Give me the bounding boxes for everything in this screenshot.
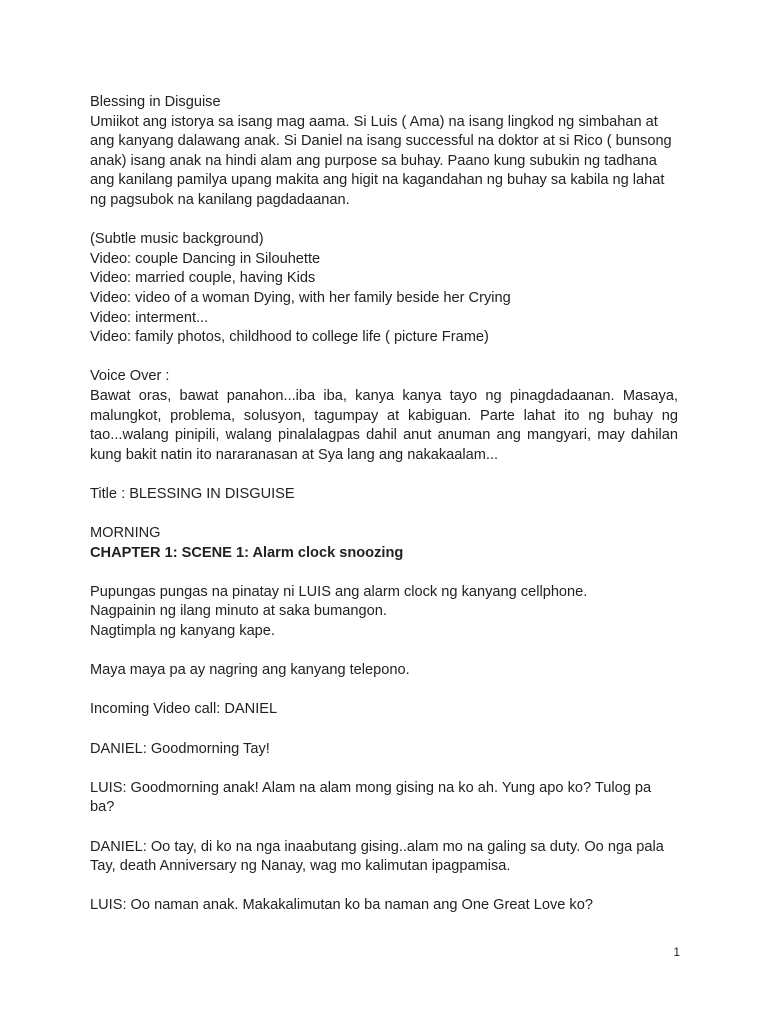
intro-line: (Subtle music background) xyxy=(90,231,264,248)
document-title: Blessing in Disguise xyxy=(90,94,221,110)
phone-ring-line: Maya maya pa ay nagring ang kanyang telepono. xyxy=(90,662,410,679)
intro-line: Video: video of a woman Dying, with her family beside her Crying xyxy=(90,289,511,306)
dialogue-line: DANIEL: Oo tay, di ko na nga inaabutang gising..alam mo na galing sa duty. Oo nga pala Tay, death Anniversary ng Nanay, wag mo kalimutan ipagpamisa. xyxy=(90,838,664,875)
voice-over-label: Voice Over : xyxy=(90,368,170,385)
intro-line: Video: couple Dancing in Silouhette xyxy=(90,250,321,267)
time-of-day: MORNING xyxy=(90,525,161,542)
dialogue-line: LUIS: Oo naman anak. Makakalimutan ko ba naman ang One Great Love ko? xyxy=(90,897,593,914)
action-line: Pupungas pungas na pinatay ni LUIS ang alarm clock ng kanyang cellphone. xyxy=(90,583,588,600)
title-line: Title : BLESSING IN DISGUISE xyxy=(90,485,295,502)
intro-line: Video: married couple, having Kids xyxy=(90,270,316,287)
intro-line: Video: family photos, childhood to college life ( picture Frame) xyxy=(90,329,489,346)
incoming-call-line: Incoming Video call: DANIEL xyxy=(90,701,278,718)
voice-over-paragraph: Bawat oras, bawat panahon...iba iba, kanya kanya tayo ng pinagdadaanan. Masaya, malungkot, problema, solusyon, tagumpay at kabiguan. Parte lahat ito ng buhay ng tao...walang pinipili, walang pinalalagpas dahil anut anuman ang mangyari, may dahilan kung bakit natin ito nararanasan at Sya lang ang nakakaalam... xyxy=(90,387,678,463)
scene-heading: CHAPTER 1: SCENE 1: Alarm clock snoozing xyxy=(90,544,404,561)
dialogue-line: LUIS: Goodmorning anak! Alam na alam mong gising na ko ah. Yung apo ko? Tulog pa ba? xyxy=(90,779,652,816)
document-body xyxy=(90,93,678,916)
dialogue-line: DANIEL: Goodmorning Tay! xyxy=(90,740,270,757)
synopsis-paragraph: Umiikot ang istorya sa isang mag aama. Si Luis ( Ama) na isang lingkod ng simbahan at ang kanyang dalawang anak. Si Daniel na isang successful na doktor at si Rico ( bunsong anak) isang anak na hindi alam ang purpose sa buhay. Paano kung subukin ng tadhana ang kanilang pamilya upang makita ang higit na kagandahan ng buhay sa kabila ng lahat ng pagsubok na kanilang pagdadaanan. xyxy=(90,113,672,208)
action-line: Nagpainin ng ilang minuto at saka bumangon. xyxy=(90,603,387,620)
intro-line: Video: interment... xyxy=(90,309,209,326)
action-line: Nagtimpla ng kanyang kape. xyxy=(90,623,275,640)
page-number: 1 xyxy=(673,945,680,959)
